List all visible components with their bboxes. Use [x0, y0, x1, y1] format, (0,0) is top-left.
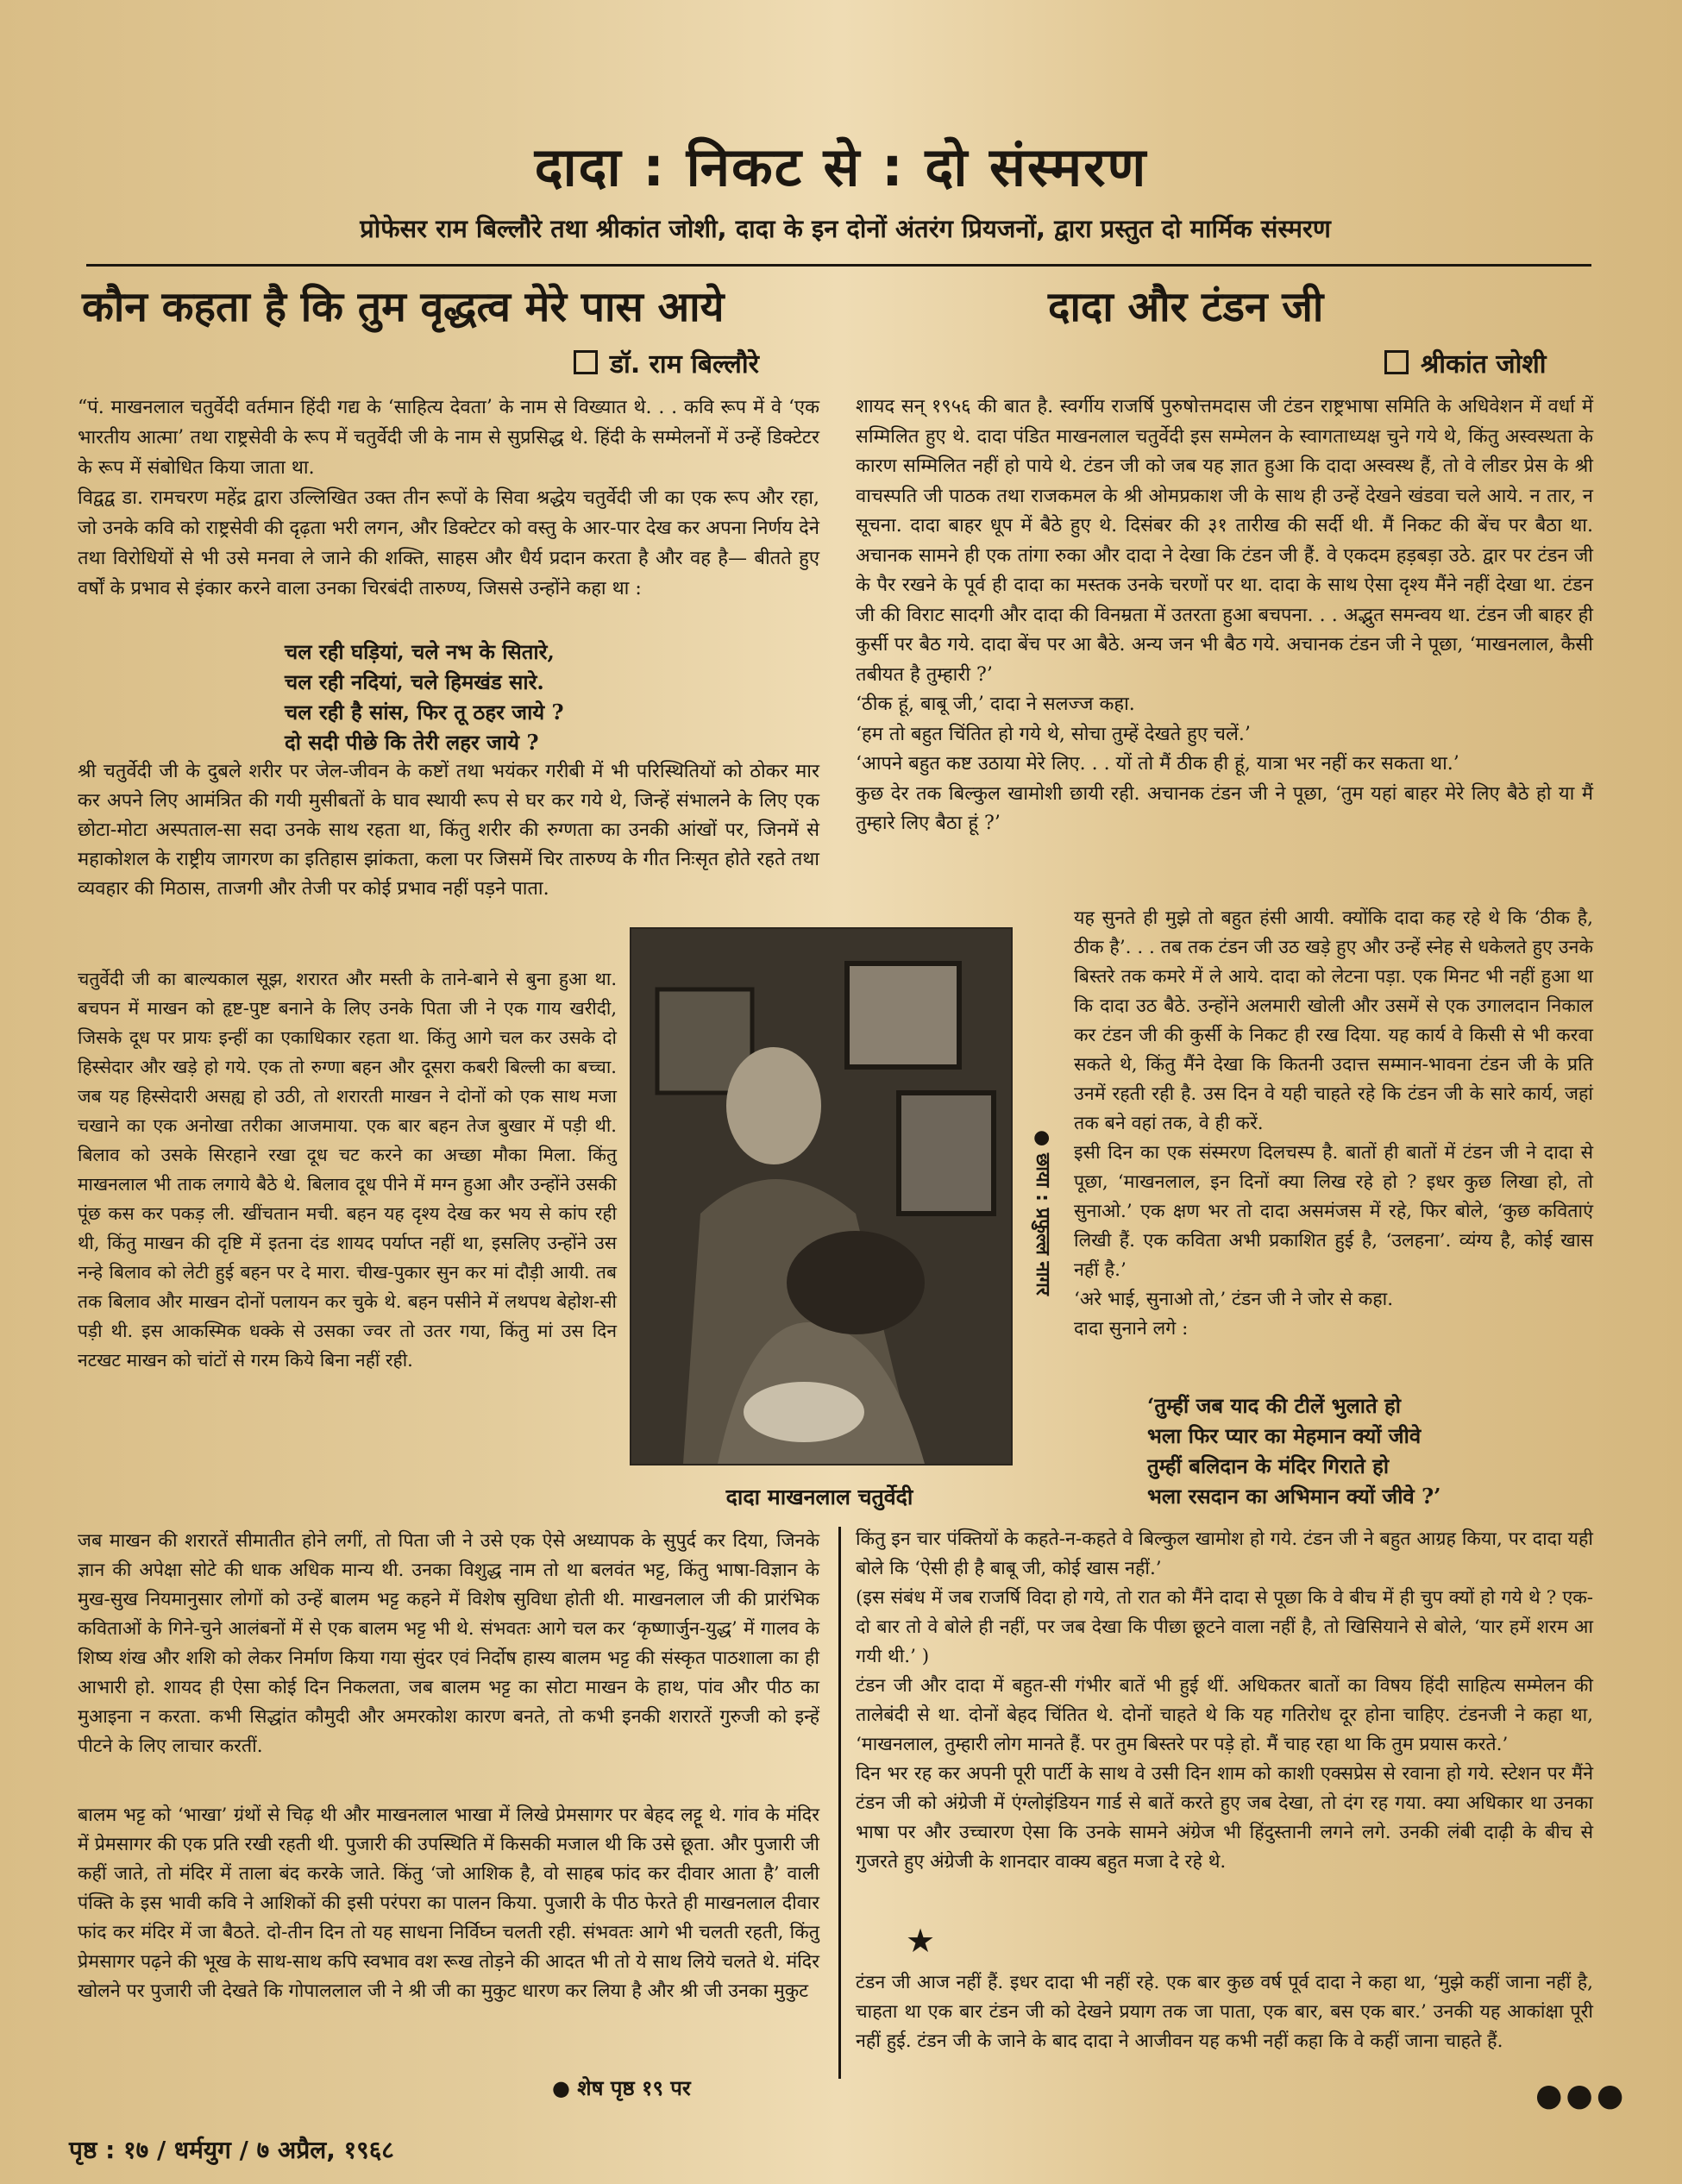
- photo-caption: दादा माखनलाल चतुर्वेदी: [725, 1484, 913, 1509]
- page-subhead: प्रोफेसर राम बिल्लौरे तथा श्रीकांत जोशी, दादा के इन दोनों अंतरंग प्रियजनों, द्वारा प्रस्तुत दो मार्मिक संस्मरण: [360, 214, 1331, 243]
- left-para-2: श्री चतुर्वेदी जी के दुबले शरीर पर जेल-जीवन के कष्टों तथा भयंकर गरीबी में भी परिस्थितियों को ठोकर मार कर अपने लिए आमंत्रित की गयी मुसीबतों के घाव स्थायी रूप से घर कर गये थे, जिन्हें संभालने के लिए एक छोटा-मोटा अस्पताल-सा सदा उनके साथ रहता था, किंतु शरीर की रुग्णता का उनकी आंखों पर, जिनमें से महाकोशल के राष्ट्रीय जागरण का इतिहास झांकता, कला पर जिसमें चिर तारुण्य के गीत निःसृत होते रहते तथा व्यवहार की मिठास, ताजगी और तेजी पर कोई प्रभाव नहीं पड़ने पाता.: [78, 761, 819, 900]
- end-mark: ●●●: [1535, 2077, 1628, 2113]
- left-para-4: जब माखन की शरारतें सीमातीत होने लगीं, तो पिता जी ने उसे एक ऐसे अध्यापक के सुपुर्द कर दिया, जिनके ज्ञान की अपेक्षा सोटे की धाक अधिक मान्य थी. उनका विशुद्ध नाम तो था बलवंत भट्ट, किंतु भाषा-विज्ञान के मुख-सुख नियमानुसार लोगों को उन्हें बालम भट्ट कहने में विशेष सुविधा होती थी. माखनलाल जी की प्रारंभिक कविताओं के गिने-चुने आलंबनों में से एक बालम भट्ट भी थे. संभवतः आगे चल कर ‘कृष्णार्जुन-युद्ध’ में गालव के शिष्य शंख और शशि को लेकर निर्माण किया गया सुंदर एवं निर्दोष हास्य बालम भट्ट की संस्कृत पाठशाला का ही आभारी हो. शायद ही ऐसा कोई दिन निकलता, जब बालम भट्ट का सोटा माखन के हाथ, पांव और पीठ का मुआइना न करता. कभी सिद्धांत कौमुदी और अमरकोश कारण बनते, तो कभी इनकी शरारतें गुरुजी को इन्हें पीटने के लिए लाचार करतीं.: [78, 1530, 819, 1757]
- right-para-4: टंडन जी आज नहीं हैं. इधर दादा भी नहीं रहे. एक बार कुछ वर्ष पूर्व दादा ने कहा था, ‘मुझे कहीं जाना नहीं है, चाहता था एक बार टंडन जी को देखने प्रयाग तक जा पाता, एक बार, बस एक बार.’ उनकी यह आकांक्षा पूरी नहीं हुई. टंडन जी के जाने के बाद दादा ने आजीवन यह कभी नहीं कहा कि वे कहीं जाना चाहते हैं.: [856, 1972, 1593, 2052]
- left-para-5: बालम भट्ट को ‘भाखा’ ग्रंथों से चिढ़ थी और माखनलाल भाखा में लिखे प्रेमसागर पर बेहद लट्टू थे. गांव के मंदिर में प्रेमसागर की एक प्रति रखी रहती थी. पुजारी की उपस्थिति में किसकी मजाल थी कि उसे छूता. और पुजारी जी कहीं जाते, तो मंदिर में ताला बंद करके जाते. किंतु ‘जो आशिक है, वो साहब फांद कर दीवार आता है’ वाली पंक्ति के इस भावी कवि ने आशिकों की इसी परंपरा का पालन किया. पुजारी के पीठ फेरते ही माखनलाल दीवार फांद कर मंदिर में जा बैठते. दो-तीन दिन तो यह साधना निर्विघ्न चलती रही. संभवतः आगे भी चलती रहती, किंतु प्रेमसागर पढ़ने की भूख के साथ-साथ कपि स्वभाव वश रूख तोड़ने की आदत भी तो ये साथ लिये चलते थे. मंदिर खोलने पर पुजारी जी देखते कि गोपाललाल जी ने श्री जी का मुकुट धारण कर लिया है और श्री जी उनका मुकुट: [78, 1804, 819, 2002]
- portrait-photo-image: [631, 929, 1011, 1464]
- left-byline-name: डॉ. राम बिल्लौरे: [610, 349, 759, 380]
- left-article-title: कौन कहता है कि तुम वृद्धत्व मेरे पास आये: [82, 283, 725, 331]
- byline-box-icon: [1384, 350, 1409, 374]
- left-poem: चल रही घड़ियां, चले नभ के सितारे, चल रही नदियां, चले हिमखंड सारे. चल रही है सांस, फिर तू ठहर जाये ? दो सदी पीछे कि तेरी लहर जाये ?: [285, 639, 564, 755]
- page-headline: दादा : निकट से : दो संस्मरण: [534, 135, 1148, 198]
- right-para-1: शायद सन् १९५६ की बात है. स्वर्गीय राजर्षि पुरुषोत्तमदास जी टंडन राष्ट्रभाषा समिति के अधिवेशन में वर्धा में सम्मिलित हुए थे. दादा पंडित माखनलाल चतुर्वेदी इस सम्मेलन के स्वागताध्यक्ष चुने गये थे, किंतु अस्वस्थता के कारण सम्मिलित नहीं हो पाये थे. टंडन जी को जब यह ज्ञात हुआ कि दादा अस्वस्थ हैं, तो वे लीडर प्रेस के श्री वाचस्पति जी पाठक तथा राजकमल के श्री ओमप्रकाश जी के साथ ही उन्हें देखने खंडवा चले आये. न तार, न सूचना. दादा बाहर धूप में बैठे हुए थे. दिसंबर की ३१ तारीख की सर्दी थी. मैं निकट की बेंच पर बैठा था. अचानक सामने ही एक तांगा रुका और दादा ने देखा कि टंडन जी हैं. वे एकदम हड़बड़ा उठे. द्वार पर टंडन जी के पैर रखने के पूर्व ही दादा का मस्तक उनके चरणों पर था. दादा के साथ ऐसा दृश्य मैंने नहीं देखा था. टंडन जी की विराट सादगी और दादा की विनम्रता में उतरता हुआ बचपना. . . अद्भुत समन्वय था. टंडन जी बाहर ही कुर्सी पर बैठ गये. दादा बेंच पर आ बैठे. अन्य जन भी बैठ गये. अचानक टंडन जी ने पूछा, ‘माखनलाल, कैसी तबीयत है तुम्हारी ?’ ‘ठीक हूं, बाबू जी,’ दादा ने सलज्ज कहा. ‘हम तो बहुत चिंतित हो गये थे, सोचा तुम्हें देखते हुए चलें.’ ‘आपने बहुत कष्ट उठाया मेरे लिए. . . यों तो मैं ठीक ही हूं, यात्रा भर नहीं कर सकता था.’ कुछ देर तक बिल्कुल खामोशी छायी रही. अचानक टंडन जी ने पूछा, ‘तुम यहां बाहर मेरे लिए बैठे हो या मैं तुम्हारे लिए बैठा हूं ?’: [856, 396, 1593, 834]
- header-rule: [86, 264, 1591, 267]
- right-article-title: दादा और टंडन जी: [1048, 283, 1324, 331]
- right-byline: [1384, 345, 1547, 380]
- right-para-3: किंतु इन चार पंक्तियों के कहते-न-कहते वे बिल्कुल खामोश हो गये. टंडन जी ने बहुत आग्रह किया, पर दादा यही बोले कि ‘ऐसी ही है बाबू जी, कोई खास नहीं.’ (इस संबंध में जब राजर्षि विदा हो गये, तो रात को मैंने दादा से पूछा कि वे बीच में ही चुप क्यों हो गये थे ? एक-दो बार तो वे बोले ही नहीं, पर जब देखा कि पीछा छूटने वाला नहीं है, तो खिसियाने से बोले, ‘यार हमें शरम आ गयी थी.’ ) टंडन जी और दादा में बहुत-सी गंभीर बातें भी हुई थीं. अधिकतर बातों का विषय हिंदी साहित्य सम्मेलन की तालेबंदी से था. दोनों बेहद चिंतित थे. दोनों चाहते थे कि यह गतिरोध दूर होना चाहिए. टंडनजी ने कहा था, ‘माखनलाल, तुम्हारी लोग मानते हैं. पर तुम बिस्तरे पर पड़े हो. मैं चाह रहा था कि तुम प्रयास करते.’ दिन भर रह कर अपनी पूरी पार्टी के साथ वे उसी दिन शाम को काशी एक्सप्रेस से रवाना हो गये. स्टेशन पर मैंने टंडन जी को अंग्रेजी में एंग्लोइंडियन गार्ड से बातें करते हुए जब देखा, तो दंग रह गया. क्या अधिकार था उनका भाषा पर और उच्चारण ऐसा कि उनके सामने अंग्रेज भी हिंदुस्तानी लगने लगे. उनकी लंबी दाढ़ी के बीच से गुजरते हुए अंग्रेजी के शानदार वाक्य बहुत मजा दे रहे थे.: [856, 1528, 1593, 1873]
- portrait-photo: [630, 927, 1013, 1465]
- star-icon: ★: [906, 1922, 936, 1960]
- column-divider: [838, 1527, 841, 2079]
- page-footer: पृष्ठ : १७ / धर्मयुग / ७ अप्रैल, १९६८: [69, 2136, 394, 2164]
- left-byline: [574, 345, 759, 380]
- byline-box-icon: [574, 350, 598, 374]
- right-para-2: यह सुनते ही मुझे तो बहुत हंसी आयी. क्योंकि दादा कह रहे थे कि ‘ठीक है, ठीक है’. . . तब तक टंडन जी उठ खड़े हुए और उन्हें स्नेह से धकेलते हुए उनके बिस्तरे तक कमरे में ले आये. दादा को लेटना पड़ा. एक मिनट भी नहीं हुआ था कि दादा उठ बैठे. उन्होंने अलमारी खोली और उसमें से एक उगालदान निकाल कर टंडन जी की कुर्सी के निकट ही रख दिया. यह कार्य वे किसी से भी करवा सकते थे, किंतु मैंने देखा कि कितनी उदात्त सम्मान-भावना टंडन जी के प्रति उनमें रहती रही है. उस दिन वे यही चाहते रहे कि टंडन जी के सारे कार्य, जहां तक बने वहां तक, वे ही करें. इसी दिन का एक संस्मरण दिलचस्प है. बातों ही बातों में टंडन जी ने दादा से पूछा, ‘माखनलाल, इन दिनों क्या लिख रहे हो ? इधर कुछ लिखा हो, तो सुनाओ.’ एक क्षण भर तो दादा असमंजस में रहे, फिर बोले, ‘कुछ कविताएं लिखी हैं. एक कविता अभी प्रकाशित हुई है, ‘उलहना’. व्यंग्य है, कोई खास नहीं है.’ ‘अरे भाई, सुनाओ तो,’ टंडन जी ने जोर से कहा. दादा सुनाने लगे :: [1074, 907, 1593, 1340]
- right-poem: ‘तुम्हीं जब याद की टीलें भुलाते हो भला फिर प्यार का मेहमान क्यों जीवे तुम्हीं बलिदान के मंदिर गिराते हो भला रसदान का अभिमान क्यों जीवे ?’: [1147, 1393, 1441, 1509]
- left-para-3: चतुर्वेदी जी का बाल्यकाल सूझ, शरारत और मस्ती के ताने-बाने से बुना हुआ था. बचपन में माखन को हृष्ट-पुष्ट बनाने के लिए उनके पिता जी ने एक गाय खरीदी, जिसके दूध पर प्रायः इन्हीं का एकाधिकार रहता था. किंतु आगे चल कर उसके दो हिस्सेदार और खड़े हो गये. एक तो रुग्णा बहन और दूसरा कबरी बिल्ली का बच्चा. जब यह हिस्सेदारी असह्य हो उठी, तो शरारती माखन ने दोनों को एक साथ मजा चखाने का एक अनोखा तरीका आजमाया. एक बार बहन तेज बुखार में पड़ी थी. बिलाव को उसके सिरहाने रखा दूध चट करने का अच्छा मौका मिला. किंतु माखनलाल भी ताक लगाये बैठे थे. बिलाव दूध पीने में मग्न हुआ और उन्होंने उसकी पूंछ कस कर पकड़ ली. खींचतान मची. बहन यह दृश्य देख कर भय से कांप रही थी, किंतु माखन की दृष्टि में इतना दंड शायद पर्याप्त नहीं था, इसलिए उन्होंने उस नन्हे बिलाव को लेटी हुई बहन पर दे मारा. चीख-पुकार सुन कर मां दौड़ी आयी. तब तक बिलाव और माखन दोनों पलायन कर चुके थे. बहन पसीने में लथपथ बेहोश-सी पड़ी थी. इस आकस्मिक धक्के से उसका ज्वर तो उतर गया, किंतु मां उस दिन नटखट माखन को चांटों से गरम किये बिना नहीं रही.: [78, 969, 617, 1371]
- left-para-1: “पं. माखनलाल चतुर्वेदी वर्तमान हिंदी गद्य के ‘साहित्य देवता’ के नाम से विख्यात थे. . . कवि रूप में वे ‘एक भारतीय आत्मा’ तथा राष्ट्रसेवी के रूप में चतुर्वेदी जी के नाम से सुप्रसिद्ध थे. हिंदी के सम्मेलनों में उन्हें डिक्टेटर के रूप में संबोधित किया जाता था. विद्वद्व डा. रामचरण महेंद्र द्वारा उल्लिखित उक्त तीन रूपों के सिवा श्रद्धेय चतुर्वेदी जी का एक रूप और रहा, जो उनके कवि को राष्ट्रसेवी की दृढ़ता भरी लगन, और डिक्टेटर को वस्तु के आर-पार देख कर अपना निर्णय देने तथा विरोधियों से भी उसे मनवा ले जाने की शक्ति, साहस और धैर्य प्रदान करता है और वह है— बीतते हुए वर्षों के प्रभाव से इंकार करने वाला उनका चिरबंदी तारुण्य, जिससे उन्होंने कहा था :: [78, 397, 819, 599]
- continued-note: ● शेष पृष्ठ १९ पर: [552, 2076, 691, 2100]
- right-byline-name: श्रीकांत जोशी: [1421, 349, 1547, 380]
- photo-credit: ● छाया : प्रफुल्ल नागर: [1032, 1130, 1053, 1296]
